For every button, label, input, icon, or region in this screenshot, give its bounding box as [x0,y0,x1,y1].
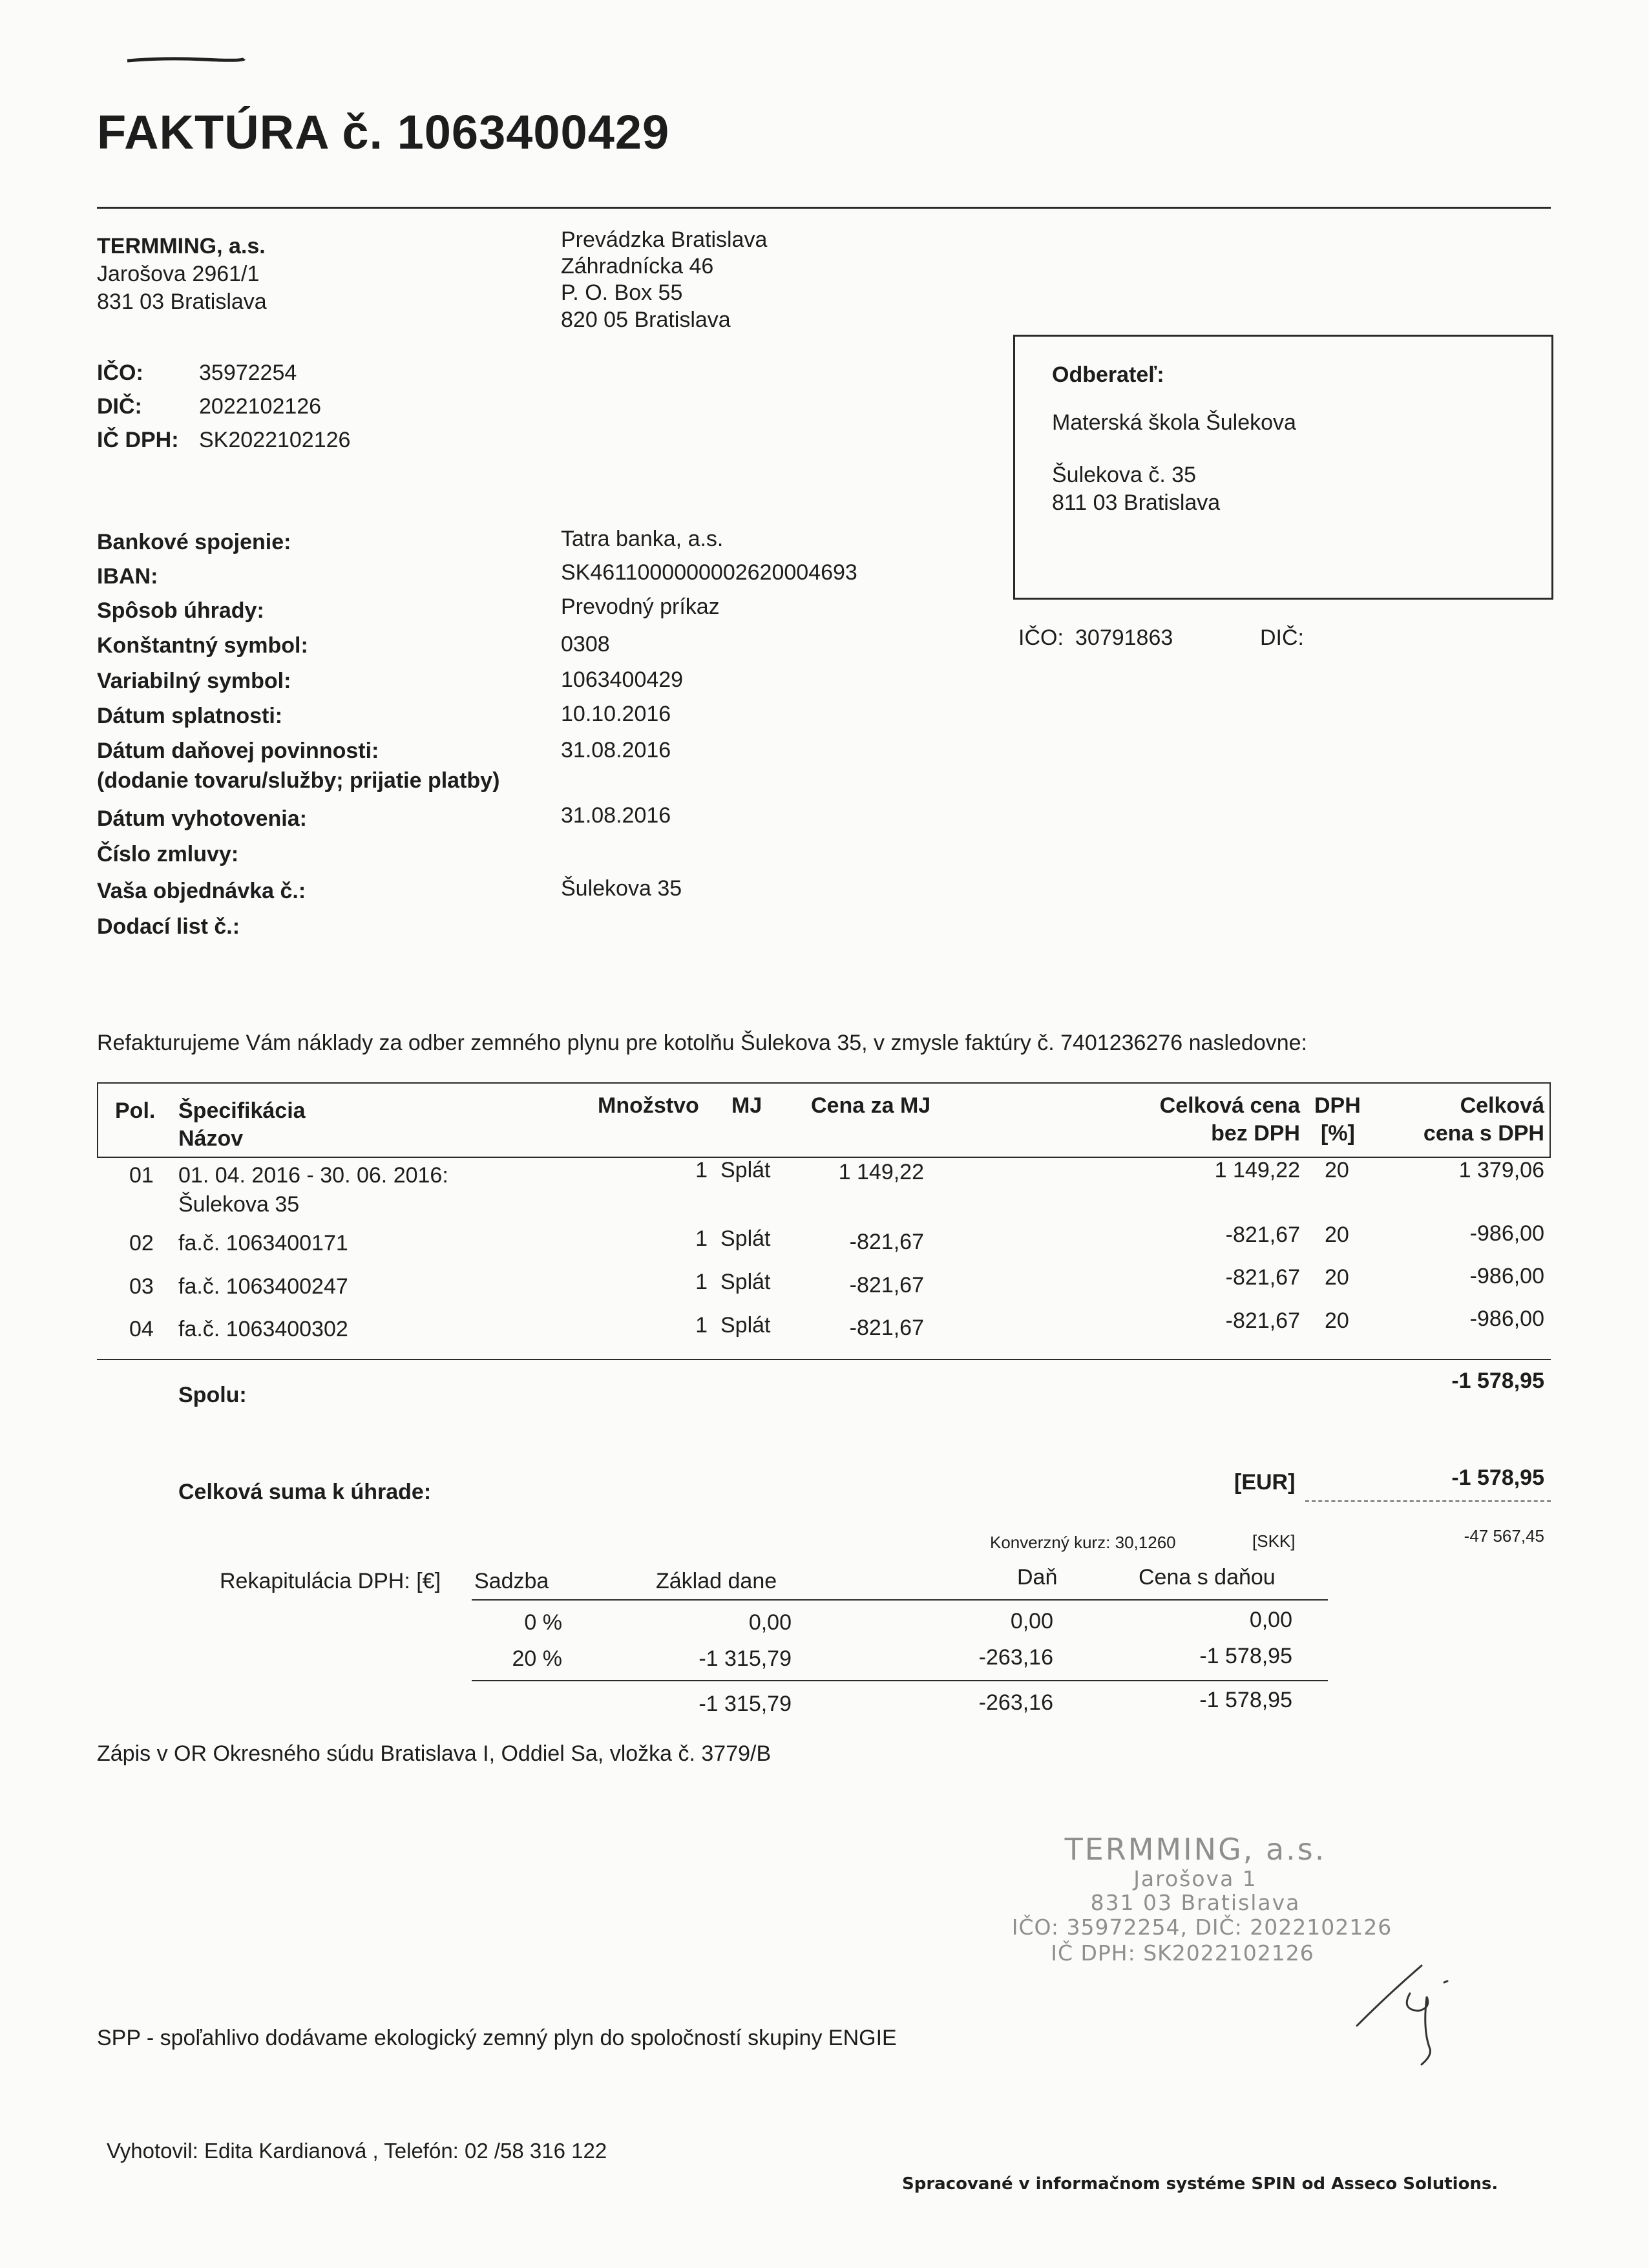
supplier-icdph: SK2022102126 [199,428,351,452]
intro-text: Refakturujeme Vám náklady za odber zemného plynu pre kotolňu Šulekova 35, v zmysle faktúry č. 7401236276 nasledovne: [97,1031,1307,1055]
row-02-pol: 02 [129,1231,154,1255]
vat-row-0-gross: 0,00 [1249,1608,1292,1632]
sum-label: Spolu: [178,1383,247,1407]
total-due-label: Celková suma k úhrade: [178,1480,432,1504]
th-unit-price: Cena za MJ [811,1093,931,1118]
row-01-vat: 20 [1325,1158,1349,1182]
customer-box [1013,335,1553,600]
branch-line4: 820 05 Bratislava [561,308,731,332]
row-03-mj: Splát [720,1270,771,1294]
supplier-street: Jarošova 2961/1 [97,262,260,286]
title-divider [97,207,1551,209]
var-symbol-value: 1063400429 [561,667,684,692]
row-04-pol: 04 [129,1317,154,1341]
supplier-city: 831 03 Bratislava [97,289,267,314]
table-right-rule [1549,1082,1551,1158]
th-gross-2: cena s DPH [1423,1121,1544,1146]
table-bottom-rule [97,1359,1551,1360]
row-02-spec: fa.č. 1063400171 [178,1231,348,1255]
order-value: Šulekova 35 [561,876,682,901]
th-vat-2: [%] [1321,1121,1355,1146]
vat-recap-th-gross: Cena s daňou [1139,1565,1276,1590]
row-04-gross: -986,00 [1469,1307,1544,1331]
row-04-mj: Splát [720,1313,771,1338]
row-01-mj: Splát [720,1158,771,1182]
row-04-vat: 20 [1325,1308,1349,1333]
total-due-underline [1305,1500,1551,1502]
sum-value: -1 578,95 [1451,1369,1544,1393]
const-symbol-label: Konštantný symbol: [97,633,308,658]
row-03-net: -821,67 [1225,1265,1300,1290]
prepared-by: Vyhotovil: Edita Kardianová , Telefón: 02 /58 316 122 [107,2139,607,2163]
vat-row-0-tax: 0,00 [1010,1609,1053,1633]
supplier-ico-label: IČO: [97,361,143,385]
row-04-qty: 1 [695,1313,708,1338]
th-vat-1: DPH [1314,1093,1361,1118]
row-03-spec: fa.č. 1063400247 [178,1274,348,1299]
register-note: Zápis v OR Okresného súdu Bratislava I, Oddiel Sa, vložka č. 3779/B [97,1741,772,1766]
vat-row-1-gross: -1 578,95 [1199,1644,1292,1668]
vat-row-0-base: 0,00 [748,1610,792,1635]
customer-label: Odberateľ: [1052,362,1164,387]
vat-row-1-tax: -263,16 [978,1645,1053,1670]
var-symbol-label: Variabilný symbol: [97,669,291,693]
row-02-price: -821,67 [849,1230,924,1254]
vat-row-0-rate: 0 % [524,1610,562,1635]
row-03-pol: 03 [129,1274,154,1299]
due-date-label: Dátum splatnosti: [97,704,283,728]
th-pol: Pol. [115,1098,156,1123]
supplier-dic-label: DIČ: [97,394,142,419]
stamp-icdph: IČ DPH: SK2022102126 [1051,1940,1314,1966]
system-note: Spracované v informačnom systéme SPIN od Asseco Solutions. [902,2174,1498,2194]
row-03-gross: -986,00 [1469,1264,1544,1288]
slogan: SPP - spoľahlivo dodávame ekologický zemný plyn do spoločností skupiny ENGIE [97,2026,897,2050]
method-value: Prevodný príkaz [561,594,720,619]
row-02-gross: -986,00 [1469,1221,1544,1246]
tax-date-value: 31.08.2016 [561,738,671,762]
tax-date-note: (dodanie tovaru/služby; prijatie platby) [97,768,500,793]
th-name: Názov [178,1126,244,1151]
customer-city: 811 03 Bratislava [1052,490,1221,515]
vat-recap-th-base: Základ dane [656,1569,777,1593]
due-date-value: 10.10.2016 [561,702,671,726]
customer-ico-label: IČO: [1018,625,1064,650]
pen-scribble [126,55,246,64]
vat-recap-th-tax: Daň [1017,1565,1058,1590]
branch-line2: Záhradnícka 46 [561,254,714,278]
row-01-spec: 01. 04. 2016 - 30. 06. 2016: [178,1163,448,1188]
row-04-spec: fa.č. 1063400302 [178,1317,348,1341]
th-qty: Množstvo [598,1093,699,1118]
vat-total-tax: -263,16 [978,1690,1053,1715]
vat-total-gross: -1 578,95 [1199,1688,1292,1712]
stamp-street: Jarošova 1 [1133,1866,1257,1891]
supplier-name: TERMMING, a.s. [97,234,266,258]
vat-recap-label: Rekapitulácia DPH: [€] [220,1569,441,1593]
conversion-rate: Konverzný kurz: 30,1260 [990,1533,1176,1552]
invoice-title: FAKTÚRA č. 1063400429 [97,105,670,159]
vat-recap-total-rule [472,1680,1328,1681]
vat-recap-th-rate: Sadzba [474,1569,549,1593]
row-04-net: -821,67 [1225,1308,1300,1333]
stamp-ids: IČO: 35972254, DIČ: 2022102126 [1011,1915,1392,1940]
row-02-qty: 1 [695,1226,708,1251]
row-03-price: -821,67 [849,1273,924,1297]
th-gross-1: Celková [1460,1093,1544,1118]
vat-row-1-rate: 20 % [512,1646,562,1671]
table-top-rule [97,1082,1551,1084]
supplier-icdph-label: IČ DPH: [97,428,179,452]
supplier-dic: 2022102126 [199,394,322,419]
bank-label: Bankové spojenie: [97,530,291,554]
th-total-net-1: Celková cena [1159,1093,1300,1118]
total-due-value: -1 578,95 [1451,1465,1544,1490]
vat-recap-header-rule [472,1599,1328,1601]
row-01-spec2: Šulekova 35 [178,1192,300,1217]
customer-ico: 30791863 [1075,625,1173,650]
iban-value: SK4611000000002620004693 [561,560,857,585]
stamp-city: 831 03 Bratislava [1090,1890,1301,1915]
currency-skk: [SKK] [1252,1531,1296,1551]
row-01-net: 1 149,22 [1214,1158,1300,1182]
vat-total-base: -1 315,79 [698,1692,792,1716]
th-total-net-2: bez DPH [1211,1121,1300,1146]
bank-value: Tatra banka, a.s. [561,527,724,551]
method-label: Spôsob úhrady: [97,598,264,623]
issue-date-value: 31.08.2016 [561,803,671,828]
branch-line3: P. O. Box 55 [561,280,683,305]
row-03-vat: 20 [1325,1265,1349,1290]
issue-date-label: Dátum vyhotovenia: [97,806,307,831]
customer-street: Šulekova č. 35 [1052,463,1197,487]
delivery-note-label: Dodací list č.: [97,914,240,939]
skk-value: -47 567,45 [1464,1526,1544,1546]
row-01-price: 1 149,22 [838,1160,924,1184]
contract-label: Číslo zmluvy: [97,842,239,866]
row-01-pol: 01 [129,1163,154,1188]
row-01-gross: 1 379,06 [1458,1158,1544,1182]
row-02-mj: Splát [720,1226,771,1251]
row-02-vat: 20 [1325,1223,1349,1247]
row-01-qty: 1 [695,1158,708,1182]
th-mj: MJ [731,1093,762,1118]
branch-line1: Prevádzka Bratislava [561,227,768,252]
iban-label: IBAN: [97,564,158,589]
supplier-ico: 35972254 [199,361,297,385]
th-spec: Špecifikácia [178,1098,306,1123]
handwritten-signature [1350,1958,1460,2068]
currency-eur: [EUR] [1234,1470,1296,1495]
customer-name: Materská škola Šulekova [1052,410,1296,435]
stamp-name: TERMMING, a.s. [1064,1832,1327,1867]
row-04-price: -821,67 [849,1316,924,1340]
row-03-qty: 1 [695,1270,708,1294]
const-symbol-value: 0308 [561,632,610,656]
vat-row-1-base: -1 315,79 [698,1646,792,1671]
order-label: Vaša objednávka č.: [97,879,306,903]
table-left-rule [97,1082,98,1158]
customer-dic-label: DIČ: [1260,625,1304,650]
tax-date-label: Dátum daňovej povinnosti: [97,739,379,763]
row-02-net: -821,67 [1225,1223,1300,1247]
